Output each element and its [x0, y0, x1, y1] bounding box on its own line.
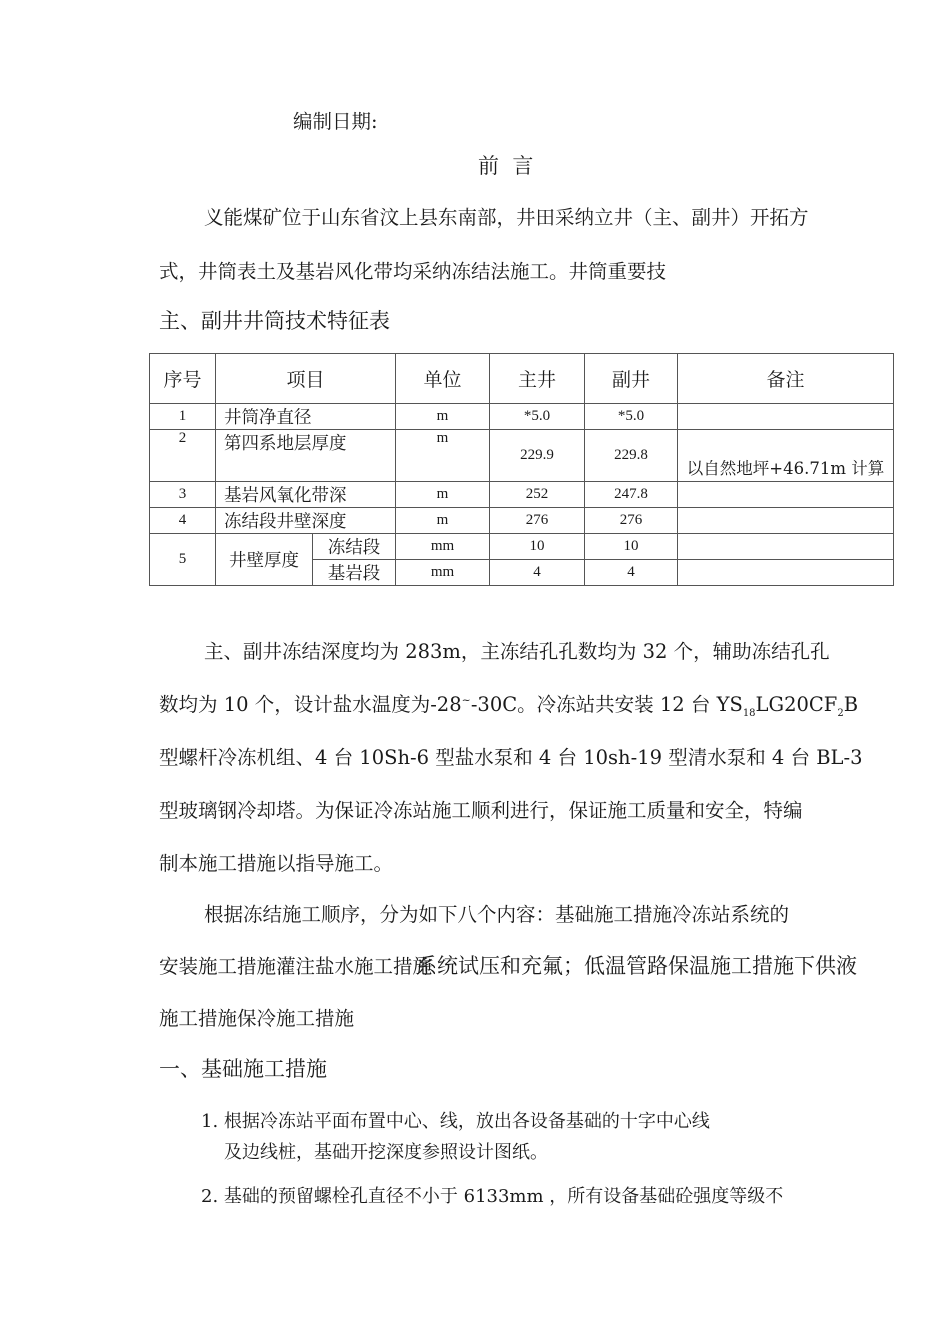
cell-note: 以自然地坪+46.71m 计算 — [678, 430, 894, 482]
cell-unit: mm — [396, 534, 490, 560]
para1-text: LG20CF — [755, 693, 838, 716]
table-row — [150, 534, 894, 560]
cell-main: 10 — [490, 534, 585, 560]
cell-note — [678, 560, 894, 586]
table-row — [150, 508, 894, 534]
intro-line-1: 义能煤矿位于山东省汶上县东南部，井田采纳立井（主、副井）开拓方 — [204, 206, 809, 229]
para1-text: -30C。冷冻站共安装 12 台 YS — [470, 693, 743, 716]
cell-aux: 247.8 — [585, 482, 678, 508]
cell-item: 井壁厚度 — [216, 534, 313, 586]
header-no: 序号 — [150, 354, 216, 404]
cell-main: 4 — [490, 560, 585, 586]
header-unit: 单位 — [396, 354, 490, 404]
section-1-item-2-line-1: 2. 基础的预留螺栓孔直径不小于 6133mm ，所有设备基础砼强度等级不 — [201, 1186, 784, 1207]
cell-no: 4 — [150, 508, 216, 534]
compile-date-label: 编制日期: — [293, 110, 378, 133]
table-header-row — [150, 354, 894, 404]
cell-aux: 4 — [585, 560, 678, 586]
para1-line-3: 型螺杆冷冻机组、4 台 10Sh-6 型盐水泵和 4 台 10sh-19 型清水泵和 4 台 BL-3 — [159, 746, 863, 769]
intro-line-2: 式，井筒表土及基岩风化带均采纳冻结法施工。井筒重要技 — [159, 260, 667, 283]
header-item: 项目 — [216, 354, 396, 404]
cell-note — [678, 404, 894, 430]
cell-aux: *5.0 — [585, 404, 678, 430]
section-1-item-1-line-1: 1. 根据冷冻站平面布置中心、线，放出各设备基础的十字中心线 — [201, 1111, 710, 1132]
cell-no: 3 — [150, 482, 216, 508]
para1-tilde: ~ — [461, 693, 471, 707]
para1-line-5: 制本施工措施以指导施工。 — [159, 852, 394, 875]
cell-note — [678, 482, 894, 508]
table-row — [150, 430, 894, 482]
para1-line-1: 主、副井冻结深度均为 283m，主冻结孔孔数均为 32 个，辅助冻结孔孔 — [204, 640, 830, 663]
table-row — [150, 482, 894, 508]
cell-subitem: 基岩段 — [313, 560, 396, 586]
header-note: 备注 — [678, 354, 894, 404]
cell-main: 229.9 — [490, 430, 585, 482]
table-title: 主、副井井筒技术特征表 — [159, 309, 390, 333]
cell-item: 第四系地层厚度 — [216, 430, 396, 482]
para1-line-2 — [159, 689, 858, 719]
cell-item: 井筒净直径 — [216, 404, 396, 430]
header-aux-shaft: 副井 — [585, 354, 678, 404]
cell-item: 冻结段井壁深度 — [216, 508, 396, 534]
para1-text: B — [843, 693, 859, 716]
cell-main: 252 — [490, 482, 585, 508]
cell-aux: 276 — [585, 508, 678, 534]
cell-subitem: 冻结段 — [313, 534, 396, 560]
preface-heading: 前 言 — [478, 154, 534, 178]
cell-unit: m — [396, 508, 490, 534]
cell-main: *5.0 — [490, 404, 585, 430]
cell-no: 5 — [150, 534, 216, 586]
para1-subscript: 18 — [742, 707, 756, 719]
cell-unit: mm — [396, 560, 490, 586]
cell-item: 基岩风氧化带深 — [216, 482, 396, 508]
para2-line-1: 根据冻结施工顺序，分为如下八个内容：基础施工措施冷冻站系统的 — [204, 903, 790, 926]
section-1-title: 一、基础施工措施 — [159, 1057, 327, 1081]
cell-no: 2 — [150, 430, 216, 482]
para2-line-3: 施工措施保冷施工措施 — [159, 1007, 355, 1030]
cell-no: 1 — [150, 404, 216, 430]
cell-note — [678, 508, 894, 534]
technical-characteristics-table — [149, 353, 894, 586]
cell-aux: 10 — [585, 534, 678, 560]
para1-subscript: 2 — [837, 707, 844, 719]
cell-unit: m — [396, 404, 490, 430]
para2-line-2b: 系统试压和充氟；低温管路保温施工措施下供液 — [416, 954, 857, 978]
cell-unit: m — [396, 482, 490, 508]
para1-text: 数均为 10 个，设计盐水温度为-28 — [159, 693, 462, 716]
header-main-shaft: 主井 — [490, 354, 585, 404]
para1-line-4: 型玻璃钢冷却塔。为保证冷冻站施工顺利进行，保证施工质量和安全，特编 — [159, 799, 803, 822]
para2-line-2a: 安装施工措施灌注盐水施工措施 — [159, 955, 433, 978]
cell-note — [678, 534, 894, 560]
table-row — [150, 404, 894, 430]
cell-aux: 229.8 — [585, 430, 678, 482]
cell-main: 276 — [490, 508, 585, 534]
cell-unit: m — [396, 430, 490, 482]
section-1-item-1-line-2: 及边线桩，基础开挖深度参照设计图纸。 — [224, 1142, 548, 1163]
